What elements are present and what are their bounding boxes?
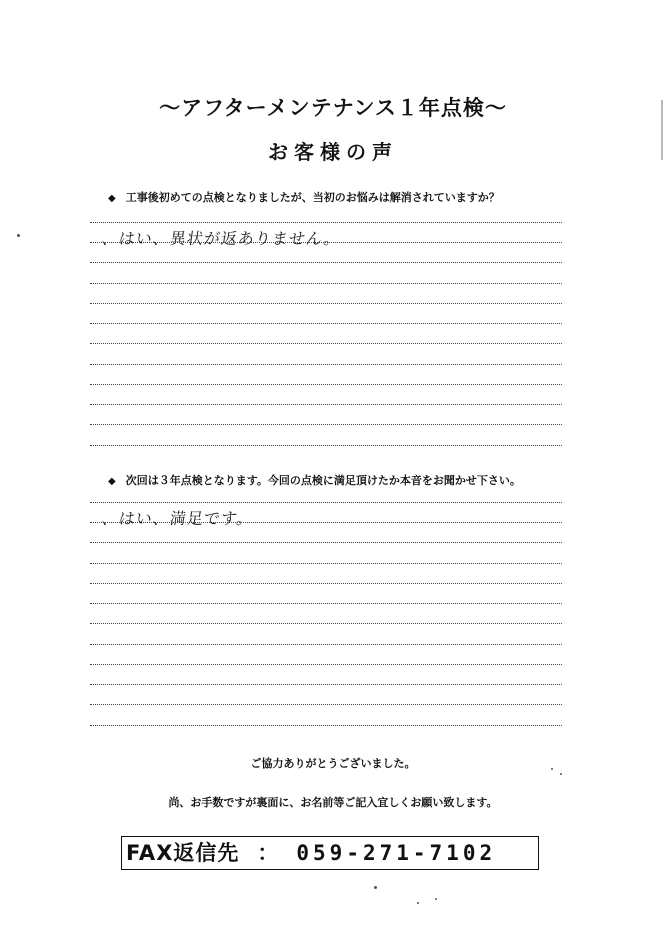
question-1-text: 工事後初めての点検となりましたが、当初のお悩みは解消されていますか？ <box>125 191 500 204</box>
ruled-line <box>90 623 562 624</box>
scan-speck <box>435 898 437 900</box>
ruled-line <box>90 644 562 645</box>
ruled-line <box>90 424 562 425</box>
question-2 <box>108 472 521 488</box>
ruled-line <box>90 384 562 385</box>
ruled-line <box>90 684 562 685</box>
ruled-line <box>90 343 562 344</box>
ruled-line <box>90 404 562 405</box>
ruled-line <box>90 542 562 543</box>
fax-return-box <box>121 836 539 870</box>
diamond-bullet-icon: ◆ <box>108 476 116 487</box>
ruled-line <box>90 603 562 604</box>
page-title: 〜アフターメンテナンス１年点検〜 <box>159 96 507 120</box>
scan-speck <box>374 886 377 889</box>
scan-speck <box>417 902 419 904</box>
answer-2-handwritten: 、はい、満足です。 <box>100 509 255 528</box>
fax-label: FAX返信先 <box>126 841 240 865</box>
thanks-message: ご協力ありがとうございました。 <box>250 757 416 770</box>
scan-edge <box>661 100 663 160</box>
ruled-line <box>90 283 562 284</box>
ruled-line <box>90 323 562 324</box>
ruled-line <box>90 704 562 705</box>
ruled-line <box>90 262 562 263</box>
scan-speck <box>551 768 553 770</box>
answer-1-handwritten: 、はい、異状が返ありません。 <box>100 229 343 248</box>
ruled-line <box>90 222 562 223</box>
ruled-line <box>90 445 562 446</box>
page-subtitle: お客様の声 <box>268 140 398 164</box>
scan-speck <box>17 234 20 237</box>
question-1 <box>108 189 500 205</box>
scan-speck <box>560 773 562 775</box>
fax-number: 059-271-7102 <box>296 841 497 865</box>
fax-separator: ： <box>257 841 279 865</box>
ruled-line <box>90 725 562 726</box>
back-side-note: 尚、お手数ですが裏面に、お名前等ご記入宜しくお願い致します。 <box>168 796 498 809</box>
ruled-line <box>90 364 562 365</box>
ruled-line <box>90 583 562 584</box>
ruled-line <box>90 563 562 564</box>
ruled-line <box>90 664 562 665</box>
ruled-line <box>90 303 562 304</box>
ruled-line <box>90 502 562 503</box>
diamond-bullet-icon: ◆ <box>108 193 116 204</box>
question-2-text: 次回は３年点検となります。今回の点検に満足頂けたか本音をお聞かせ下さい。 <box>125 474 521 487</box>
